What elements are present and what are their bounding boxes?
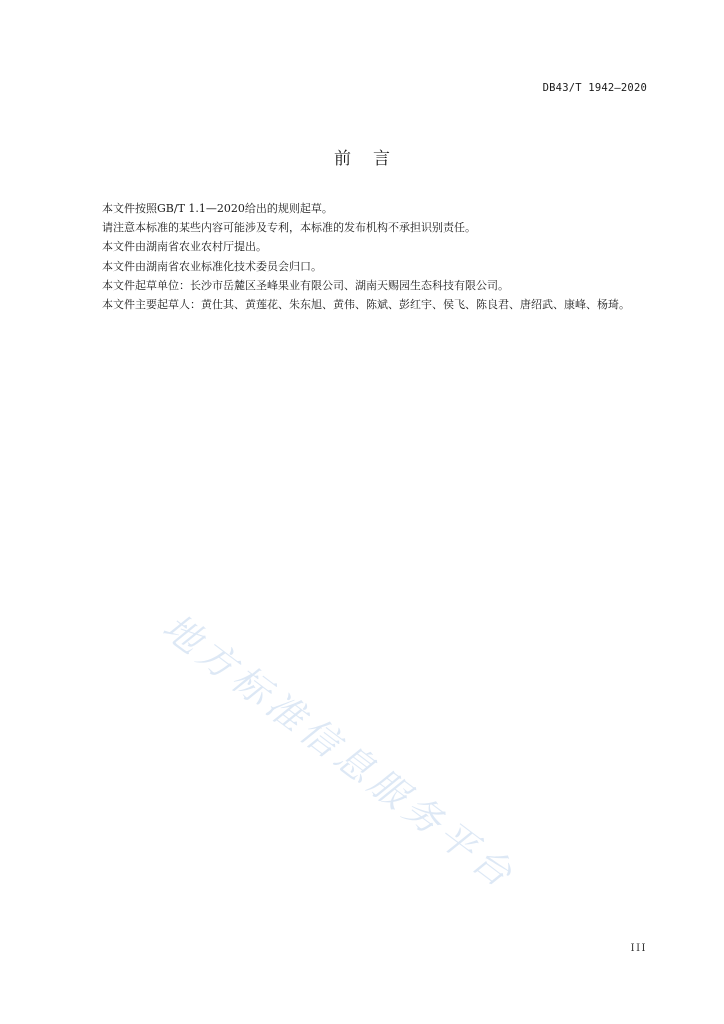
paragraph-centralized-by: 本文件由湖南省农业标准化技术委员会归口。 — [102, 259, 322, 273]
watermark-text: 地方标准信息服务平台 — [154, 605, 524, 899]
document-code: DB43/T 1942—2020 — [542, 82, 647, 94]
page-number: III — [630, 943, 647, 954]
document-body — [80, 199, 647, 314]
paragraph-patent-notice: 请注意本标准的某些内容可能涉及专利，本标准的发布机构不承担识别责任。 — [102, 221, 476, 235]
paragraph-drafting-units: 本文件起草单位：长沙市岳麓区圣峰果业有限公司、湖南天赐园生态科技有限公司。 — [102, 278, 509, 292]
paragraph-drafting-rules: 本文件按照GB/T 1.1—2020给出的规则起草。 — [102, 202, 333, 215]
paragraph-proposed-by: 本文件由湖南省农业农村厅提出。 — [102, 240, 267, 254]
paragraph-drafters: 本文件主要起草人：黄仕其、黄莲花、朱东旭、黄伟、陈斌、彭红宇、侯飞、陈良君、唐绍武、康峰、杨琦。 — [102, 298, 630, 312]
page-title: 前言 — [334, 149, 412, 169]
